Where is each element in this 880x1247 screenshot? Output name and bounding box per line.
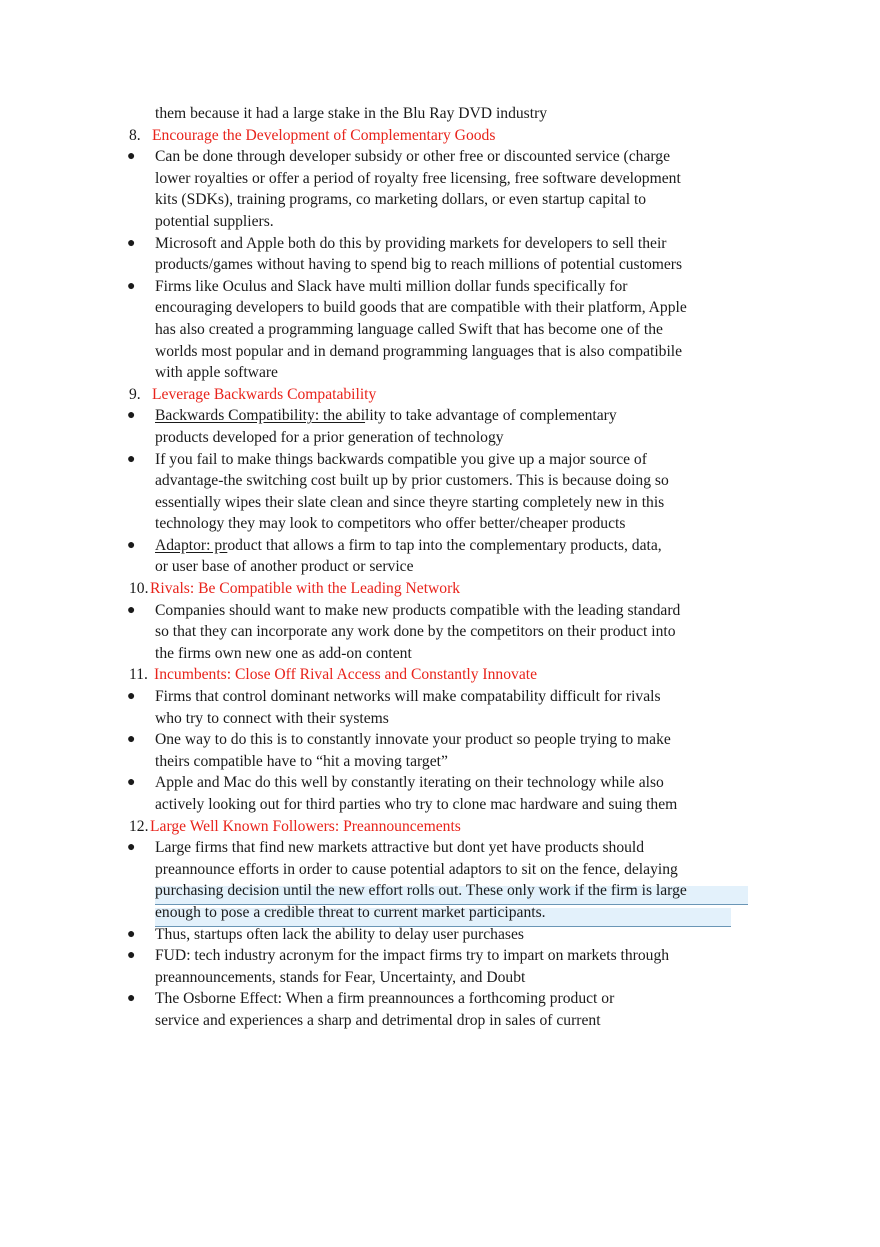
section-heading: [0, 125, 880, 147]
underlined-term: Adaptor: pr: [155, 536, 228, 554]
bullet-text: Apple and Mac do this well by constantly iterating on their technology while also: [155, 774, 664, 792]
paragraph-line: products/games without having to spend big to reach millions of potential customers: [155, 256, 683, 274]
paragraph-line: worlds most popular and in demand programming languages that is also compatibile: [155, 342, 683, 360]
bullet-icon: ●: [127, 732, 136, 748]
paragraph-line: purchasing decision until the new effort rolls out. These only work if the firm is large: [155, 882, 687, 900]
paragraph-line: service and experiences a sharp and detrimental drop in sales of current: [155, 1011, 601, 1029]
bullet-icon: ●: [127, 948, 136, 964]
bullet-text: Can be done through developer subsidy or other free or discounted service (charge: [155, 148, 670, 166]
bullet-text: Large firms that find new markets attractive but dont yet have products should: [155, 839, 645, 857]
section-number: 11.: [129, 666, 148, 684]
bullet-item: [0, 988, 880, 1010]
bullet-item: [0, 686, 880, 708]
bullet-icon: ●: [127, 278, 136, 294]
bullet-text: If you fail to make things backwards compatible you give up a major source of: [155, 450, 647, 468]
bullet-item: [0, 276, 880, 298]
paragraph-line: the firms own new one as add-on content: [155, 644, 412, 662]
section-title: Incumbents: Close Off Rival Access and Constantly Innovate: [154, 666, 537, 684]
section-title: Rivals: Be Compatible with the Leading Network: [150, 580, 461, 598]
paragraph-line: who try to connect with their systems: [155, 709, 389, 727]
paragraph-line: preannounce efforts in order to cause potential adaptors to sit on the fence, delaying: [155, 860, 678, 878]
paragraph-line: kits (SDKs), training programs, co marketing dollars, or even startup capital to: [155, 191, 647, 209]
paragraph-line: preannouncements, stands for Fear, Uncertainty, and Doubt: [155, 968, 526, 986]
paragraph-line: or user base of another product or service: [155, 558, 414, 576]
bullet-icon: ●: [127, 408, 136, 424]
bullet-item: [0, 837, 880, 859]
bullet-text: Thus, startups often lack the ability to delay user purchases: [155, 925, 524, 943]
paragraph-line: encouraging developers to build goods that are compatible with their platform, Apple: [155, 299, 687, 317]
bullet-text: Microsoft and Apple both do this by providing markets for developers to sell their: [155, 234, 667, 252]
bullet-item: [0, 945, 880, 967]
bullet-text: [155, 535, 662, 557]
bullet-item: [0, 535, 880, 557]
bullet-icon: ●: [127, 991, 136, 1007]
bullet-item: [0, 449, 880, 471]
section-heading: [0, 578, 880, 600]
bullet-icon: ●: [127, 775, 136, 791]
bullet-text: One way to do this is to constantly innovate your product so people trying to make: [155, 731, 671, 749]
section-number: 12.: [129, 817, 149, 835]
paragraph-line: potential suppliers.: [155, 212, 274, 230]
bullet-item: [0, 924, 880, 946]
section-title: Large Well Known Followers: Preannouncements: [150, 817, 461, 835]
section-title: Encourage the Development of Complementary Goods: [152, 126, 496, 144]
paragraph-line: enough to pose a credible threat to current market participants.: [155, 903, 546, 921]
paragraph-line: advantage-the switching cost built up by prior customers. This is because doing so: [155, 472, 669, 490]
paragraph-line: with apple software: [155, 364, 278, 382]
bullet-item: [0, 772, 880, 794]
paragraph-line: lower royalties or offer a period of royalty free licensing, free software development: [155, 169, 681, 187]
bullet-icon: ●: [127, 689, 136, 705]
section-heading: [0, 384, 880, 406]
section-heading: [0, 664, 880, 686]
bullet-item: [0, 729, 880, 751]
paragraph-line: has also created a programming language called Swift that has become one of the: [155, 320, 663, 338]
bullet-icon: ●: [127, 149, 136, 165]
bullet-text: Companies should want to make new products compatible with the leading standard: [155, 601, 681, 619]
bullet-icon: ●: [127, 840, 136, 856]
section-number: 9.: [129, 385, 141, 403]
bullet-text: [155, 405, 617, 427]
bullet-text: Firms like Oculus and Slack have multi million dollar funds specifically for: [155, 277, 628, 295]
bullet-text-rest: oduct that allows a firm to tap into the complementary products, data,: [227, 536, 662, 554]
bullet-text: FUD: tech industry acronym for the impact firms try to impart on markets through: [155, 947, 670, 965]
section-number: 10.: [129, 580, 149, 598]
bullet-icon: ●: [127, 451, 136, 467]
paragraph-line: technology they may look to competitors who offer better/cheaper products: [155, 515, 626, 533]
bullet-item: [0, 233, 880, 255]
bullet-item: [0, 146, 880, 168]
paragraph-line: theirs compatible have to “hit a moving target”: [155, 752, 448, 770]
bullet-icon: ●: [127, 537, 136, 553]
section-number: 8.: [129, 126, 141, 144]
underlined-term: Backwards Compatibility: the abi: [155, 407, 366, 425]
bullet-icon: ●: [127, 602, 136, 618]
bullet-icon: ●: [127, 926, 136, 942]
section-title: Leverage Backwards Compatability: [152, 385, 377, 403]
bullet-icon: ●: [127, 235, 136, 251]
document-body: [0, 103, 880, 1032]
paragraph-line: actively looking out for third parties who try to clone mac hardware and suing them: [155, 796, 678, 813]
paragraph-line: essentially wipes their slate clean and since theyre starting completely new in this: [155, 493, 665, 511]
bullet-text: The Osborne Effect: When a firm preannounces a forthcoming product or: [155, 990, 615, 1008]
bullet-text-rest: lity to take advantage of complementary: [365, 407, 617, 425]
bullet-text: Firms that control dominant networks will make compatability difficult for rivals: [155, 688, 661, 706]
paragraph-line: so that they can incorporate any work done by the competitors on their product into: [155, 623, 676, 641]
bullet-item: [0, 600, 880, 622]
bullet-item: [0, 405, 880, 427]
section-heading: [0, 816, 880, 838]
paragraph-line: them because it had a large stake in the Blu Ray DVD industry: [155, 105, 548, 122]
paragraph-line: products developed for a prior generation of technology: [155, 428, 504, 446]
